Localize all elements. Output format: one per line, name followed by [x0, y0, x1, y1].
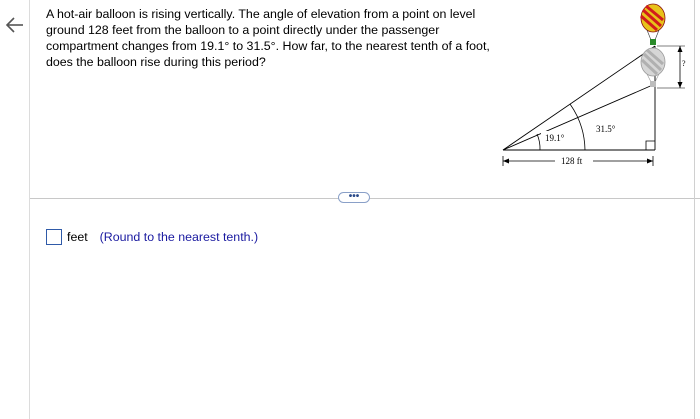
- arrow-left-icon: [4, 14, 26, 36]
- answer-unit: feet: [67, 230, 88, 244]
- base-label: 128 ft: [561, 156, 583, 166]
- left-rail: [0, 0, 28, 419]
- question-text: A hot-air balloon is rising vertically. The angle of elevation from a point on level ground 128 feet from the balloon to a point directly under the passenger compartment changes from 19.1° to 31.5°. How far, to the nearest tenth of a foot, does the balloon rise during this period?: [46, 7, 490, 69]
- answer-row: [46, 228, 258, 246]
- expand-more-button[interactable]: •••: [338, 192, 370, 203]
- back-button[interactable]: [4, 14, 26, 36]
- balloon-diagram: [495, 0, 700, 185]
- angle1-label: 19.1°: [545, 133, 565, 143]
- angle2-label: 31.5°: [596, 124, 616, 134]
- rise-label: ?: [682, 59, 686, 68]
- rail-divider: [29, 0, 30, 419]
- balloon-bottom-icon: [641, 48, 665, 87]
- problem-figure: [495, 0, 700, 185]
- answer-input[interactable]: [46, 229, 62, 245]
- balloon-top-icon: [641, 4, 665, 45]
- right-edge: [694, 0, 695, 419]
- answer-hint: (Round to the nearest tenth.): [99, 230, 259, 244]
